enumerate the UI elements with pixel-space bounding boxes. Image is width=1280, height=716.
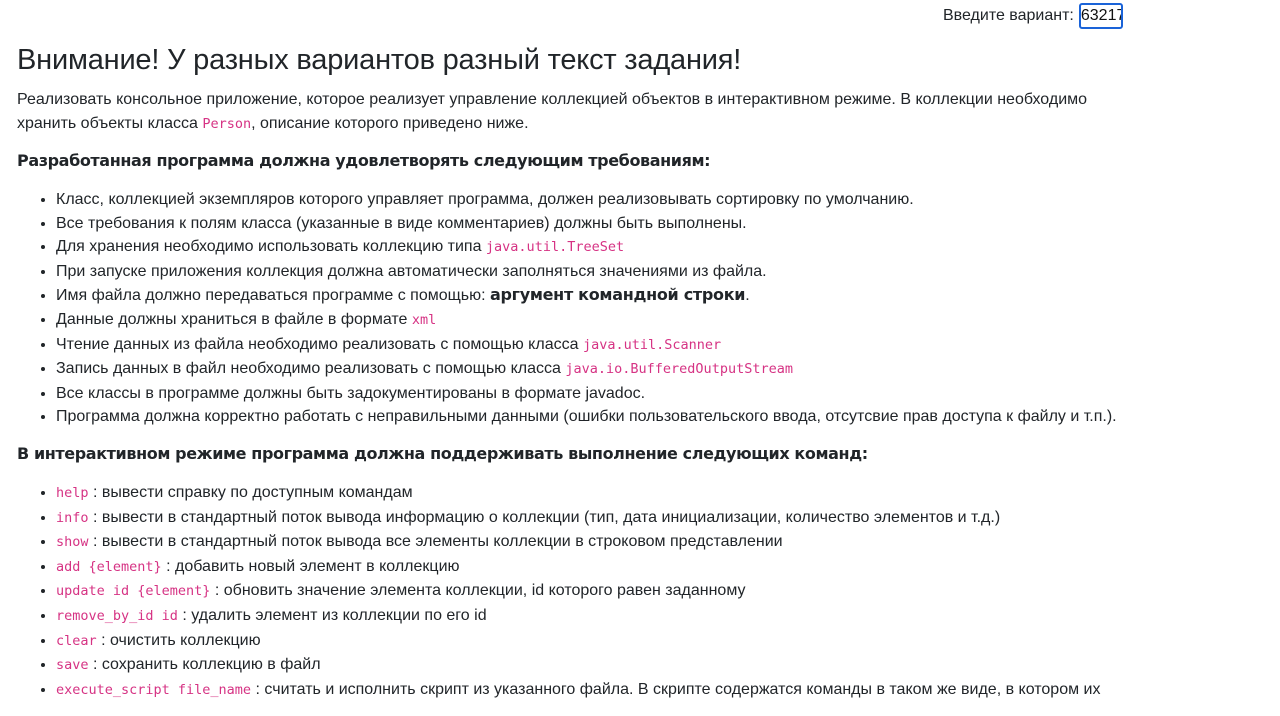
requirement-item — [56, 188, 1117, 212]
command-desc: : добавить новый элемент в коллекцию — [161, 557, 460, 575]
requirement-item — [56, 283, 1117, 308]
command-desc: : удалить элемент из коллекции по его id — [177, 606, 487, 624]
requirement-tail: . — [745, 287, 750, 305]
variant-selector — [943, 1, 1123, 30]
assignment-content — [17, 38, 1117, 716]
requirement-item — [56, 357, 1117, 382]
requirement-text: Имя файла должно передаваться программе с помощью: — [56, 287, 491, 305]
requirement-code: xml — [411, 311, 437, 328]
command-desc: : считать и исполнить скрипт из указанного файла. В скрипте содержатся команды в таком же виде, в котором их — [251, 680, 1101, 698]
commands-list — [17, 481, 1117, 702]
requirement-text: Чтение данных из файла необходимо реализовать с помощью класса — [56, 335, 583, 353]
requirement-text: Данные должны храниться в файле в формате — [56, 310, 412, 328]
commands-heading: В интерактивном режиме программа должна поддерживать выполнение следующих команд: — [17, 443, 868, 463]
variant-label: Введите вариант: — [943, 6, 1074, 24]
command-item — [56, 481, 1117, 506]
command-code: execute_script file_name — [56, 681, 252, 698]
variant-input[interactable] — [1079, 3, 1123, 29]
requirement-item — [56, 235, 1117, 260]
requirements-list — [17, 188, 1117, 429]
requirement-text: Класс, коллекцией экземпляров которого управляет программа, должен реализовывать сортировку по умолчанию. — [56, 191, 914, 208]
command-code: info — [56, 509, 89, 526]
class-name-code: Person — [202, 115, 252, 132]
requirement-text: Все требования к полям класса (указанные в виде комментариев) должны быть выполнены. — [56, 214, 747, 232]
command-code: add {element} — [56, 558, 162, 575]
command-item — [56, 678, 1117, 703]
command-code: update id {element} — [56, 583, 211, 600]
command-desc: : очистить коллекцию — [96, 631, 261, 649]
requirement-item — [56, 405, 1117, 429]
command-code: help — [56, 484, 89, 501]
requirement-item — [56, 308, 1117, 333]
command-desc: : вывести в стандартный поток вывода информацию о коллекции (тип, дата инициализации, количество элементов и т.д.) — [88, 508, 1001, 526]
requirement-text: Все классы в программе должны быть задокументированы в формате javadoc. — [56, 384, 646, 402]
intro-text: Реализовать консольное приложение, которое реализует управление коллекцией объектов в интерактивном режиме. В коллекции необходимо хранить объекты класса — [17, 91, 1088, 132]
command-desc: : сохранить коллекцию в файл — [88, 656, 321, 674]
command-item — [56, 653, 1117, 678]
command-desc: : вывести справку по доступным командам — [88, 483, 413, 501]
requirement-text: Запись данных в файл необходимо реализовать с помощью класса — [56, 360, 566, 378]
requirement-item — [56, 382, 1117, 406]
command-desc: : вывести в стандартный поток вывода все элементы коллекции в строковом представлении — [88, 533, 783, 551]
command-code: save — [56, 657, 89, 674]
requirement-text: Для хранения необходимо использовать коллекцию типа — [56, 238, 486, 256]
command-item — [56, 579, 1117, 604]
requirement-code: java.io.BufferedOutputStream — [565, 361, 793, 378]
intro-paragraph — [17, 88, 1117, 136]
requirement-code: java.util.TreeSet — [485, 239, 625, 256]
command-code: remove_by_id id — [56, 607, 178, 624]
command-item — [56, 530, 1117, 555]
page-title: Внимание! У разных вариантов разный текст задания! — [17, 44, 742, 76]
requirement-item — [56, 333, 1117, 358]
command-item — [56, 506, 1117, 531]
command-desc: : обновить значение элемента коллекции, id которого равен заданному — [210, 582, 746, 600]
requirements-heading: Разработанная программа должна удовлетворять следующим требованиям: — [17, 151, 711, 170]
requirement-text: Программа должна корректно работать с неправильными данными (ошибки пользовательского ввода, отсутсвие прав доступа к файлу и т.п.). — [56, 408, 1117, 426]
command-code: clear — [56, 632, 97, 649]
intro-text-tail: , описание которого приведено ниже. — [251, 114, 529, 132]
requirement-bold: аргумент командной строки — [490, 285, 746, 305]
requirement-text: При запуске приложения коллекция должна автоматически заполняться значениями из файла. — [56, 262, 767, 280]
requirement-item — [56, 212, 1117, 236]
command-code: show — [56, 534, 89, 551]
command-item — [56, 555, 1117, 580]
requirement-code: java.util.Scanner — [582, 336, 722, 353]
command-item — [56, 604, 1117, 629]
requirement-item — [56, 260, 1117, 284]
command-item — [56, 629, 1117, 654]
